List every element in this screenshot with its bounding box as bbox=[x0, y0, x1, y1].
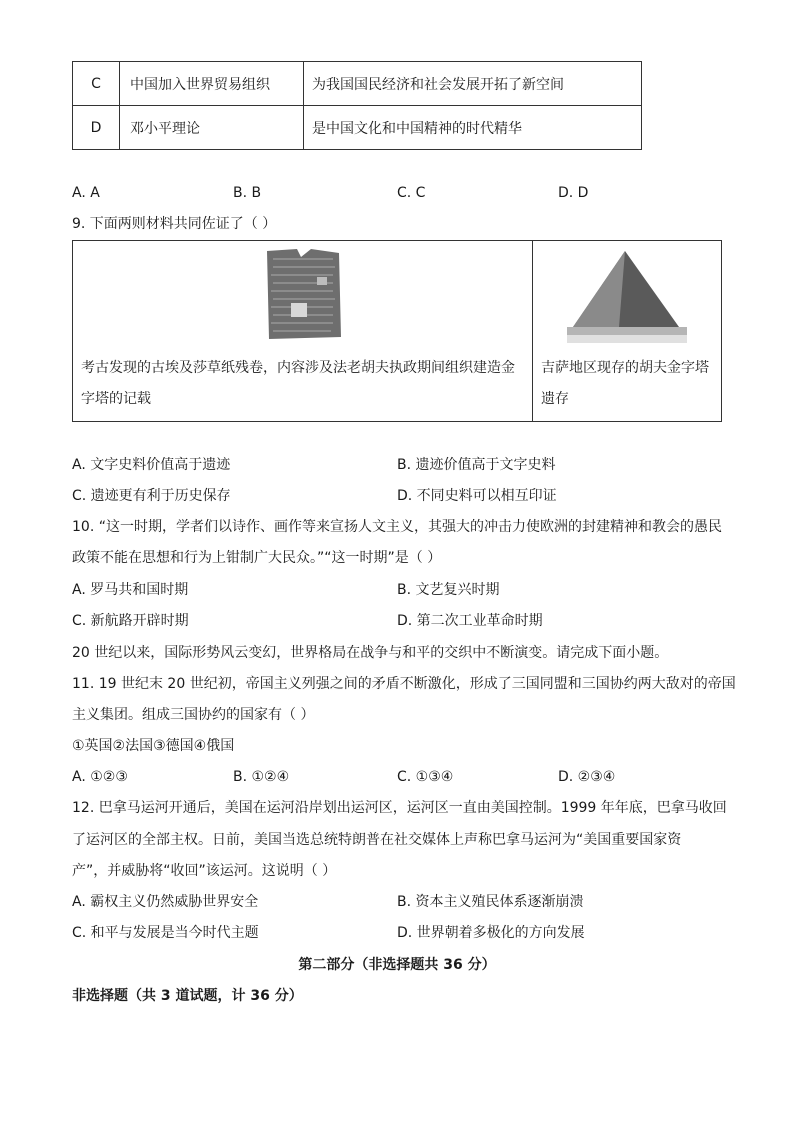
q11-option-b[interactable]: B. ①②④ bbox=[233, 769, 290, 785]
papyrus-icon bbox=[261, 247, 345, 343]
material-cell-1 bbox=[73, 241, 533, 422]
q12-stem-line3: 产”，并威胁将“收回”该运河。这说明（ ） bbox=[72, 863, 337, 879]
part2-subtitle: 非选择题（共 3 道试题，计 36 分） bbox=[72, 988, 303, 1004]
q10-option-c[interactable]: C. 新航路开辟时期 bbox=[72, 613, 189, 629]
q12-option-b[interactable]: B. 资本主义殖民体系逐渐崩溃 bbox=[397, 894, 584, 910]
q11-option-d[interactable]: D. ②③④ bbox=[558, 769, 616, 785]
row-meaning: 是中国文化和中国精神的时代精华 bbox=[304, 106, 642, 150]
papyrus-image bbox=[81, 247, 524, 355]
q12-stem-line1: 12. 巴拿马运河开通后，美国在运河沿岸划出运河区，运河区一直由美国控制。1999 年年底，巴拿马收回 bbox=[72, 800, 727, 816]
q12-option-d[interactable]: D. 世界朝着多极化的方向发展 bbox=[397, 925, 585, 941]
pyramid-icon bbox=[567, 247, 687, 347]
q11-choices: ①英国②法国③德国④俄国 bbox=[72, 738, 235, 754]
q8-table bbox=[72, 61, 642, 150]
part2-title: 第二部分（非选择题共 36 分） bbox=[298, 957, 496, 973]
q8-option-a[interactable]: A. A bbox=[72, 185, 100, 201]
q9-material-table bbox=[72, 240, 722, 422]
section-intro: 20 世纪以来，国际形势风云变幻，世界格局在战争与和平的交织中不断演变。请完成下面小题。 bbox=[72, 645, 669, 661]
q9-option-d[interactable]: D. 不同史料可以相互印证 bbox=[397, 488, 557, 504]
q11-stem-line1: 11. 19 世纪末 20 世纪初，帝国主义列强之间的矛盾不断激化，形成了三国同盟和三国协约两大敌对的帝国 bbox=[72, 676, 736, 692]
pyramid-image bbox=[541, 247, 713, 355]
row-event: 中国加入世界贸易组织 bbox=[120, 62, 304, 106]
material-text-2: 吉萨地区现存的胡夫金字塔遗存 bbox=[541, 360, 709, 407]
row-letter: C bbox=[73, 62, 120, 106]
q8-option-d[interactable]: D. D bbox=[558, 185, 589, 201]
q12-option-a[interactable]: A. 霸权主义仍然威胁世界安全 bbox=[72, 894, 259, 910]
q10-option-d[interactable]: D. 第二次工业革命时期 bbox=[397, 613, 543, 629]
q11-option-a[interactable]: A. ①②③ bbox=[72, 769, 128, 785]
q11-stem-line2: 主义集团。组成三国协约的国家有（ ） bbox=[72, 707, 315, 723]
q10-option-a[interactable]: A. 罗马共和国时期 bbox=[72, 582, 189, 598]
q9-option-c[interactable]: C. 遗迹更有利于历史保存 bbox=[72, 488, 231, 504]
table-row bbox=[73, 62, 642, 106]
q8-option-c[interactable]: C. C bbox=[397, 185, 426, 201]
material-cell-2 bbox=[533, 241, 722, 422]
q10-stem-line1: 10. “这一时期，学者们以诗作、画作等来宣扬人文主义，其强大的冲击力使欧洲的封建精神和教会的愚民 bbox=[72, 519, 722, 535]
q9-option-b[interactable]: B. 遗迹价值高于文字史料 bbox=[397, 457, 556, 473]
q10-stem-line2: 政策不能在思想和行为上钳制广大民众。”“这一时期”是（ ） bbox=[72, 550, 442, 566]
q11-option-c[interactable]: C. ①③④ bbox=[397, 769, 454, 785]
q10-option-b[interactable]: B. 文艺复兴时期 bbox=[397, 582, 500, 598]
row-event: 邓小平理论 bbox=[120, 106, 304, 150]
q12-stem-line2: 了运河区的全部主权。日前，美国当选总统特朗普在社交媒体上声称巴拿马运河为“美国重要国家资 bbox=[72, 832, 682, 848]
row-letter: D bbox=[73, 106, 120, 150]
q12-option-c[interactable]: C. 和平与发展是当今时代主题 bbox=[72, 925, 259, 941]
row-meaning: 为我国国民经济和社会发展开拓了新空间 bbox=[304, 62, 642, 106]
q8-option-b[interactable]: B. B bbox=[233, 185, 262, 201]
q9-option-a[interactable]: A. 文字史料价值高于遗迹 bbox=[72, 457, 231, 473]
table-row bbox=[73, 106, 642, 150]
q9-stem: 9. 下面两则材料共同佐证了（ ） bbox=[72, 216, 277, 232]
material-text-1: 考古发现的古埃及莎草纸残卷，内容涉及法老胡夫执政期间组织建造金字塔的记载 bbox=[81, 360, 515, 407]
